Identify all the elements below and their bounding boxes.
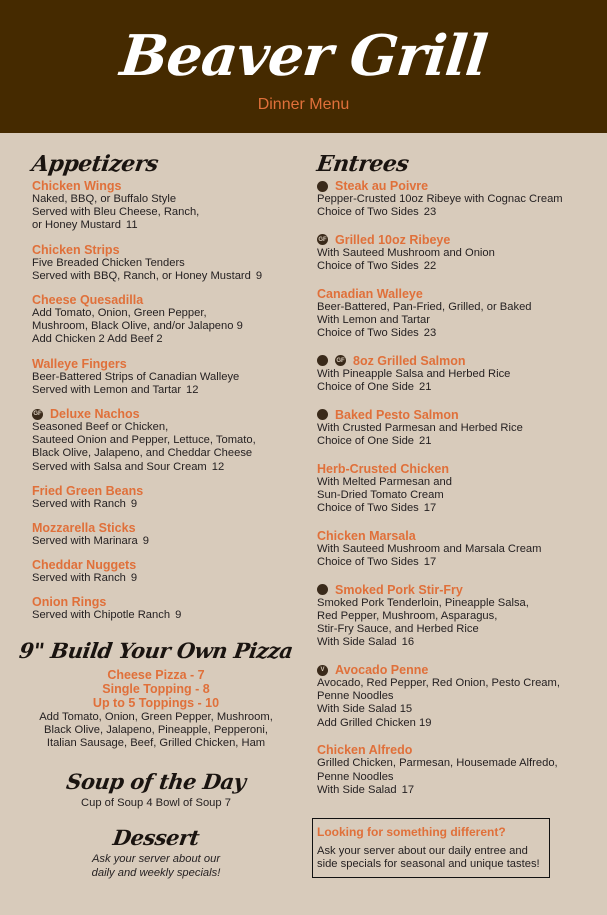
- entrees-heading: Entrees: [315, 151, 411, 177]
- menu-item-description: With Side Salad 15: [317, 703, 413, 716]
- restaurant-name: Beaver Grill: [117, 23, 490, 89]
- menu-item-description: With Side Salad 16: [317, 636, 415, 649]
- gluten-free-icon: GF: [335, 355, 346, 366]
- pizza-topping-line: Italian Sausage, Beef, Grilled Chicken, Ham: [46, 737, 266, 750]
- pizza-topping-line: Black Olive, Jalapeno, Pineapple, Pepperoni,: [44, 723, 268, 736]
- menu-item-price: 12: [186, 383, 199, 396]
- menu-item-name: [32, 407, 294, 421]
- menu-item-title: Canadian Walleye: [317, 286, 423, 301]
- menu-item: [32, 293, 294, 347]
- menu-item-title: Cheddar Nuggets: [32, 558, 137, 573]
- menu-item-title: Baked Pesto Salmon: [335, 407, 459, 422]
- menu-item-title: Deluxe Nachos: [50, 407, 140, 422]
- soup-heading: Soup of the Day: [64, 769, 248, 795]
- menu-item: [32, 521, 294, 548]
- menu-item-price: 9: [175, 609, 182, 622]
- menu-item: [32, 407, 294, 474]
- menu-item-description: Choice of Two Sides 22: [317, 260, 437, 273]
- menu-item-title: Onion Rings: [32, 595, 107, 610]
- specials-callout-title: Looking for something different?: [317, 825, 506, 839]
- menu-item-description: Served with BBQ, Ranch, or Honey Mustard 9: [32, 269, 263, 282]
- menu-item-title: Chicken Strips: [32, 242, 120, 257]
- menu-item-title: Mozzarella Sticks: [32, 521, 136, 536]
- menu-item-description: Stir-Fry Sauce, and Herbed Rice: [317, 623, 479, 636]
- menu-item-description: Served with Salsa and Sour Cream 12: [32, 460, 225, 473]
- pizza-option: Up to 5 Toppings - 10: [92, 695, 220, 710]
- gluten-free-icon: GF: [32, 409, 43, 420]
- menu-item-description: With Melted Parmesan and: [317, 475, 452, 488]
- new-item-icon: [317, 409, 328, 420]
- menu-item-price: 21: [419, 381, 432, 394]
- menu-item-title: Cheese Quesadilla: [32, 293, 144, 308]
- menu-item-description: or Honey Mustard 11: [32, 219, 138, 232]
- menu-item-title: Smoked Pork Stir-Fry: [335, 582, 463, 597]
- new-item-icon: [317, 355, 328, 366]
- menu-item-description: Choice of Two Sides 23: [317, 206, 437, 219]
- soup-prices: Cup of Soup 4 Bowl of Soup 7: [81, 797, 231, 810]
- menu-item-price: 9: [255, 269, 263, 282]
- menu-item: [32, 558, 294, 585]
- menu-item-title: Herb-Crusted Chicken: [317, 461, 449, 476]
- menu-item-description: With Crusted Parmesan and Herbed Rice: [317, 421, 523, 434]
- pizza-option: Cheese Pizza - 7: [107, 667, 205, 682]
- menu-item-name: [32, 484, 294, 498]
- menu-item-price: 17: [423, 502, 437, 515]
- menu-item-description: Avocado, Red Pepper, Red Onion, Pesto Cream,: [317, 677, 560, 690]
- menu-item-price: 17: [401, 783, 415, 796]
- menu-item-price: 23: [423, 327, 437, 340]
- menu-item-description: Pepper-Crusted 10oz Ribeye with Cognac Cream: [317, 193, 563, 205]
- menu-item: [317, 179, 597, 219]
- dessert-section: [18, 824, 294, 879]
- menu-item-description: Penne Noodles: [317, 770, 394, 783]
- pizza-toppings: [18, 711, 294, 751]
- menu-item-description: Add Grilled Chicken 19: [317, 716, 432, 729]
- menu-item-name: [32, 595, 294, 609]
- menu-item-name: [317, 743, 597, 757]
- menu-item-description: Beer-Battered Strips of Canadian Walleye: [32, 370, 240, 383]
- menu-item-price: 12: [211, 460, 225, 473]
- menu-item-description: Served with Marinara 9: [32, 535, 149, 548]
- menu-item-name: [317, 663, 597, 677]
- menu-item-description: With Pineapple Salsa and Herbed Rice: [317, 367, 511, 380]
- menu-item-description: Mushroom, Black Olive, and/or Jalapeno 9: [32, 320, 243, 333]
- menu-item: [32, 484, 294, 511]
- menu-item-price: 23: [423, 206, 437, 219]
- menu-item-description: Grilled Chicken, Parmesan, Housemade Alfredo,: [317, 757, 558, 770]
- dessert-line: Ask your server about our: [91, 853, 221, 866]
- menu-item: [317, 287, 597, 341]
- menu-item-description: With Lemon and Tartar: [317, 314, 430, 327]
- menu-item: [32, 243, 294, 283]
- menu-item-description: Choice of One Side 21: [317, 435, 432, 448]
- menu-item-description: Add Tomato, Onion, Green Pepper,: [32, 307, 207, 320]
- gluten-free-icon: GF: [317, 234, 328, 245]
- menu-item-name: [32, 179, 294, 193]
- menu-item-description: Add Chicken 2 Add Beef 2: [32, 333, 163, 346]
- menu-item-title: Avocado Penne: [335, 663, 429, 678]
- menu-item-description: Choice of Two Sides 17: [317, 502, 437, 515]
- menu-item-name: [32, 293, 294, 307]
- menu-item-price: 22: [423, 260, 437, 273]
- soup-section: [18, 768, 294, 810]
- menu-item-name: [317, 179, 597, 193]
- menu-item: [317, 743, 597, 797]
- right-column: [317, 150, 597, 810]
- menu-item-name: [317, 583, 597, 597]
- dessert-text: [18, 853, 294, 879]
- menu-item-price: 9: [130, 572, 138, 585]
- menu-item: [317, 354, 597, 394]
- pizza-topping-line: Add Tomato, Onion, Green Pepper, Mushroom,: [39, 710, 273, 723]
- dessert-heading: Dessert: [111, 825, 201, 851]
- menu-item: [317, 233, 597, 273]
- menu-item: [317, 462, 597, 516]
- menu-item-name: [317, 233, 597, 247]
- menu-item-description: Seasoned Beef or Chicken,: [32, 421, 169, 434]
- menu-item-description: With Sauteed Mushroom and Onion: [317, 246, 495, 259]
- menu-item-title: Grilled 10oz Ribeye: [335, 232, 451, 247]
- menu-item: [317, 583, 597, 650]
- menu-item: [32, 595, 294, 622]
- specials-callout: [312, 818, 550, 878]
- menu-item-name: [32, 243, 294, 257]
- menu-item-title: Fried Green Beans: [32, 483, 144, 498]
- menu-item-price: 11: [125, 219, 138, 232]
- menu-item-name: [32, 521, 294, 535]
- menu-item-description: Choice of Two Sides 23: [317, 327, 437, 340]
- menu-item-description: Served with Lemon and Tartar 12: [32, 383, 199, 396]
- menu-item-name: [317, 287, 597, 301]
- menu-item-description: Smoked Pork Tenderloin, Pineapple Salsa,: [317, 596, 529, 609]
- menu-item-price: 9: [130, 497, 138, 510]
- dessert-line: daily and weekly specials!: [91, 866, 221, 879]
- menu-item-description: Choice of One Side 21: [317, 381, 432, 394]
- menu-item-description: Five Breaded Chicken Tenders: [32, 256, 185, 269]
- menu-item-description: Served with Ranch 9: [32, 497, 138, 510]
- menu-item-name: [32, 558, 294, 572]
- new-item-icon: [317, 584, 328, 595]
- menu-header: [0, 0, 607, 133]
- vegetarian-icon: V: [317, 665, 328, 676]
- pizza-option: Single Topping - 8: [102, 681, 210, 696]
- menu-item-description: Served with Bleu Cheese, Ranch,: [32, 206, 200, 219]
- menu-item-title: Chicken Wings: [32, 179, 122, 193]
- new-item-icon: [317, 181, 328, 192]
- menu-item-description: Choice of Two Sides 17: [317, 556, 437, 569]
- menu-item-title: Chicken Alfredo: [317, 743, 413, 758]
- menu-item-description: Naked, BBQ, or Buffalo Style: [32, 193, 177, 205]
- menu-item: [32, 357, 294, 397]
- menu-item: [317, 663, 597, 730]
- menu-item-description: Black Olive, Jalapeno, and Cheddar Cheese: [32, 447, 253, 460]
- menu-item-price: 17: [423, 556, 437, 569]
- pizza-section: [18, 637, 294, 751]
- menu-item-name: [317, 408, 597, 422]
- menu-item-description: With Side Salad 17: [317, 783, 415, 796]
- menu-item: [32, 179, 294, 233]
- appetizers-heading: Appetizers: [30, 151, 160, 177]
- menu-item-title: 8oz Grilled Salmon: [353, 353, 466, 368]
- menu-item-title: Walleye Fingers: [32, 356, 127, 371]
- menu-item-description: Served with Chipotle Ranch 9: [32, 609, 182, 622]
- menu-item-description: Red Pepper, Mushroom, Asparagus,: [317, 609, 498, 622]
- menu-item-price: 21: [419, 435, 432, 448]
- menu-item-name: [32, 357, 294, 371]
- menu-item-price: 16: [401, 636, 415, 649]
- menu-item: [317, 529, 597, 569]
- menu-item-description: Sun-Dried Tomato Cream: [317, 488, 444, 501]
- menu-item-description: Penne Noodles: [317, 690, 394, 703]
- menu-item-title: Chicken Marsala: [317, 528, 416, 543]
- menu-item-description: Served with Ranch 9: [32, 572, 138, 585]
- menu-subtitle: Dinner Menu: [257, 96, 350, 113]
- menu-item-name: [317, 529, 597, 543]
- menu-item-title: Steak au Poivre: [335, 179, 429, 193]
- menu-item-name: [317, 354, 597, 368]
- menu-item-description: Sauteed Onion and Pepper, Lettuce, Tomato,: [32, 434, 256, 447]
- menu-item-price: 9: [142, 535, 149, 548]
- pizza-options: [18, 668, 294, 710]
- appetizers-list: [32, 179, 294, 623]
- entrees-list: [317, 179, 597, 797]
- pizza-heading: 9" Build Your Own Pizza: [17, 637, 295, 663]
- menu-item-description: With Sauteed Mushroom and Marsala Cream: [317, 542, 542, 555]
- menu-item-name: [317, 462, 597, 476]
- left-column: [17, 150, 295, 880]
- menu-item: [317, 408, 597, 448]
- specials-callout-text: Ask your server about our daily entree and side specials for seasonal and unique tastes!: [317, 845, 540, 871]
- menu-item-description: Beer-Battered, Pan-Fried, Grilled, or Baked: [317, 300, 532, 313]
